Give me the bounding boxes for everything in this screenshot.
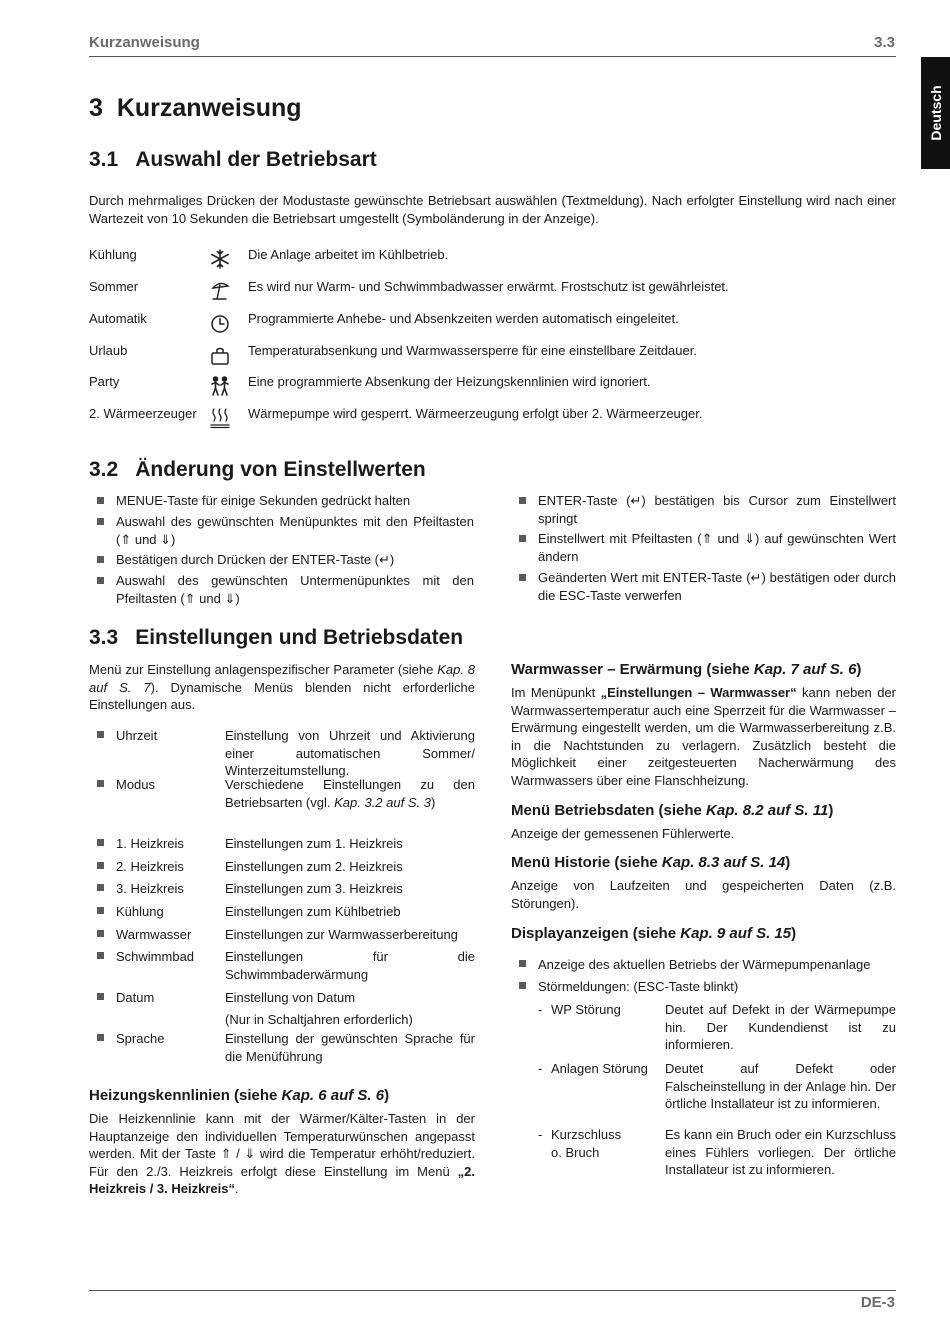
footer-rule: [89, 1290, 896, 1291]
fault-description: Deutet auf Defekt oder Falscheinstellung in der Anlage hin. Der örtliche Installateur ist zu informieren.: [665, 1061, 896, 1111]
fault-dash: -: [538, 1002, 543, 1017]
section-3-3-title: 3.3 Einstellungen und Betriebsdaten: [89, 626, 464, 649]
heat-waves-icon: [209, 407, 231, 429]
mode-description: Es wird nur Warm- und Schwimmbadwasser erwärmt. Frostschutz ist gewährleistet.: [248, 279, 729, 294]
parasol-icon: [209, 280, 231, 302]
section-3-2-title: 3.2 Änderung von Einstellwerten: [89, 458, 426, 481]
menu-item-description: Einstellungen für die Schwimmbaderwärmung: [225, 949, 475, 982]
menu-item-label: Uhrzeit: [116, 728, 158, 743]
menu-item-description: Verschiedene Einstellungen zu den Betriebsarten (vgl. Kap. 3.2 auf S. 3): [225, 777, 475, 810]
mode-label: Urlaub: [89, 343, 128, 358]
operating-data-title: Menü Betriebsdaten (siehe Kap. 8.2 auf S. 11): [511, 802, 834, 819]
page-number: DE-3: [860, 1294, 895, 1311]
menu-item-label: 2. Heizkreis: [116, 859, 184, 874]
list-item: ENTER-Taste (↵) bestätigen bis Cursor zum Einstellwert springt: [538, 493, 896, 526]
fault-dash: -: [538, 1127, 543, 1142]
mode-label: Kühlung: [89, 247, 137, 262]
people-icon: [209, 375, 231, 397]
history-title: Menü Historie (siehe Kap. 8.3 auf S. 14): [511, 854, 791, 871]
mode-description: Programmierte Anhebe- und Absenkzeiten werden automatisch eingeleitet.: [248, 311, 679, 326]
mode-description: Die Anlage arbeitet im Kühlbetrieb.: [248, 247, 449, 262]
heating-curves-text: Die Heizkennlinie kann mit der Wärmer/Kälter-Tasten in der Hauptanzeige den individuellen Temperaturwünschen angepasst werden. Mit der Taste ⇑ / ⇓ wird die Temperatur erhöht/reduziert. Für den 2./3. Heizkreis erfolgt diese Einstellung im Menü „2. Heizkreis / 3. Heizkreis“.: [89, 1111, 475, 1196]
mode-label: Party: [89, 374, 120, 389]
mode-label: 2. Wärmeerzeuger: [89, 406, 197, 421]
list-item: Einstellwert mit Pfeiltasten (⇑ und ⇓) auf gewünschten Wert ändern: [538, 531, 896, 564]
menu-item-description: Einstellung der gewünschten Sprache für die Menüführung: [225, 1031, 475, 1064]
mode-description: Temperaturabsenkung und Warmwassersperre für eine einstellbare Zeitdauer.: [248, 343, 697, 358]
suitcase-icon: [209, 344, 231, 366]
menu-item-description: Einstellungen zum 2. Heizkreis: [225, 859, 403, 874]
menu-item-description: Einstellung von Datum: [225, 990, 356, 1005]
menu-item-label: Kühlung: [116, 904, 164, 919]
menu-item-note: (Nur in Schaltjahren erforderlich): [225, 1012, 413, 1027]
list-item: Auswahl des gewünschten Menüpunktes mit den Pfeiltasten (⇑ und ⇓): [116, 514, 474, 547]
menu-item-label: Sprache: [116, 1031, 165, 1046]
section-3-3-intro: Menü zur Einstellung anlagenspezifischer Parameter (siehe Kap. 8 auf S. 7). Dynamische Menüs blenden nicht erforderliche Einstellungen aus.: [89, 662, 476, 712]
operating-data-text: Anzeige der gemessenen Fühlerwerte.: [511, 826, 735, 841]
menu-item-label: Modus: [116, 777, 156, 792]
running-header-title: Kurzanweisung: [89, 34, 200, 51]
menu-item-description: Einstellungen zum 1. Heizkreis: [225, 836, 403, 851]
language-tab: Deutsch: [921, 57, 950, 169]
clock-icon: [209, 312, 231, 334]
list-item: Auswahl des gewünschten Untermenüpunktes mit den Pfeiltasten (⇑ und ⇓): [116, 573, 474, 606]
menu-item-description: Einstellung von Uhrzeit und Aktivierung einer automatischen Sommer/ Winterzeitumstellung.: [225, 728, 475, 778]
list-item: Geänderten Wert mit ENTER-Taste (↵) bestätigen oder durch die ESC-Taste verwerfen: [538, 570, 896, 603]
menu-item-description: Einstellungen zum Kühlbetrieb: [225, 904, 401, 919]
mode-label: Sommer: [89, 279, 139, 294]
list-item: Störmeldungen: (ESC-Taste blinkt): [538, 979, 739, 994]
list-item: MENUE-Taste für einige Sekunden gedrückt halten: [116, 493, 411, 508]
menu-item-label: 3. Heizkreis: [116, 881, 184, 896]
section-3-1-title: 3.1 Auswahl der Betriebsart: [89, 148, 377, 171]
list-item: Bestätigen durch Drücken der ENTER-Taste (↵): [116, 552, 395, 567]
mode-description: Wärmepumpe wird gesperrt. Wärmeerzeugung erfolgt über 2. Wärmeerzeuger.: [248, 406, 703, 421]
running-header-section: 3.3: [874, 34, 895, 51]
chapter-title: 3 Kurzanweisung: [89, 94, 302, 122]
snowflake-icon: [209, 248, 231, 270]
mode-label: Automatik: [89, 311, 147, 326]
fault-description: Deutet auf Defekt in der Wärmepumpe hin. Der Kundendienst ist zu informieren.: [665, 1002, 896, 1052]
fault-label: WP Störung: [551, 1002, 621, 1017]
list-item: Anzeige des aktuellen Betriebs der Wärmepumpenanlage: [538, 957, 871, 972]
header-rule: [89, 56, 896, 57]
menu-item-description: Einstellungen zur Warmwasserbereitung: [225, 927, 458, 942]
fault-description: Es kann ein Bruch oder ein Kurzschluss eines Fühlers vorliegen. Der örtliche Installateur ist zu informieren.: [665, 1127, 896, 1177]
heating-curves-title: Heizungskennlinien (siehe Kap. 6 auf S. 6): [89, 1087, 390, 1104]
hot-water-text: Im Menüpunkt „Einstellungen – Warmwasser“ kann neben der Warmwassertemperatur auch eine Sperrzeit für die Warmwasser – Erwärmung eingestellt werden, um die Warmwasserbereitung z.B. in die Nachtstunden zu verlagern. Zusätzlich besteht die Möglichkeit einer zeitgesteuerten Nacherwärmung des Warmwassers über eine Flanschheizung.: [511, 685, 896, 788]
menu-item-label: Schwimmbad: [116, 949, 195, 964]
menu-item-description: Einstellungen zum 3. Heizkreis: [225, 881, 403, 896]
display-title: Displayanzeigen (siehe Kap. 9 auf S. 15): [511, 925, 797, 942]
history-text: Anzeige von Laufzeiten und gespeicherten Daten (z.B. Störungen).: [511, 878, 896, 911]
menu-item-label: 1. Heizkreis: [116, 836, 184, 851]
menu-item-label: Warmwasser: [116, 927, 192, 942]
fault-dash: -: [538, 1061, 543, 1076]
fault-label: Anlagen Störung: [551, 1061, 648, 1076]
fault-label-continued: o. Bruch: [551, 1145, 600, 1160]
menu-item-label: Datum: [116, 990, 155, 1005]
fault-label: Kurzschluss: [551, 1127, 622, 1142]
hot-water-title: Warmwasser – Erwärmung (siehe Kap. 7 auf S. 6): [511, 661, 862, 678]
mode-description: Eine programmierte Absenkung der Heizungskennlinien wird ignoriert.: [248, 374, 651, 389]
section-3-1-intro: Durch mehrmaliges Drücken der Modustaste gewünschte Betriebsart auswählen (Textmeldung). Nach erfolgter Einstellung wird nach einer Wartezeit von 10 Sekunden die Betriebsart umgestellt (Symboländerung in der Anzeige).: [89, 193, 896, 226]
